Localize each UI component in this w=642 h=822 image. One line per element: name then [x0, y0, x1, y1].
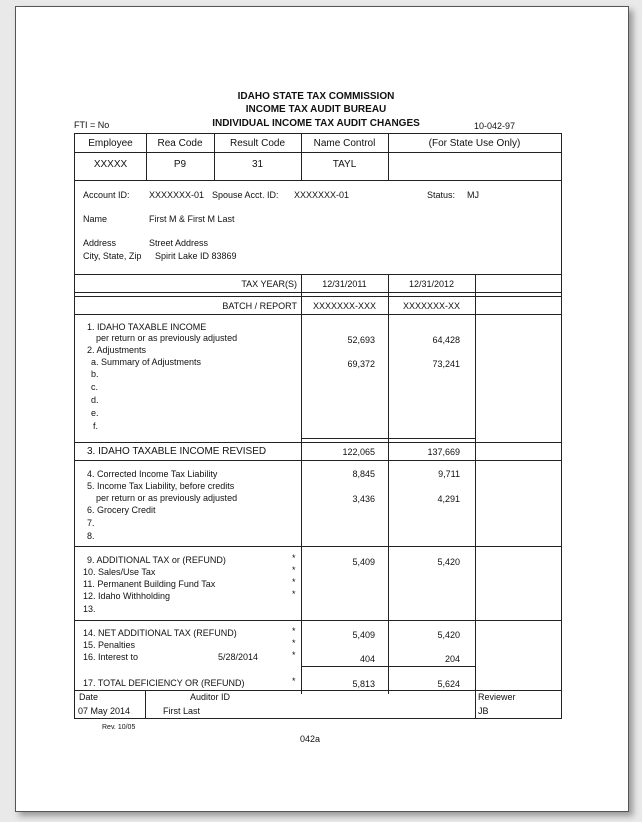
batch-report-label: BATCH / REPORT [222, 301, 297, 311]
line-2a-year1: 69,372 [347, 359, 375, 369]
line-11-asterisk: * [292, 577, 296, 587]
line-3-year2: 137,669 [427, 447, 460, 457]
line-2b-label: b. [91, 369, 99, 379]
line-3-label: 3. IDAHO TAXABLE INCOME REVISED [87, 446, 267, 457]
form-frame [74, 133, 562, 719]
col-employee: Employee [88, 138, 133, 149]
name-control-value: TAYL [332, 159, 357, 170]
col-state-use: (For State Use Only) [428, 138, 521, 149]
line-5-label: 5. Income Tax Liability, before credits [87, 481, 235, 491]
date-label: Date [79, 692, 99, 702]
tax-year-label: TAX YEAR(S) [241, 279, 297, 289]
interest-date: 5/28/2014 [218, 652, 259, 662]
line-4-label: 4. Corrected Income Tax Liability [87, 469, 218, 479]
line-13-label: 13. [83, 604, 96, 614]
header-form-title: INDIVIDUAL INCOME TAX AUDIT CHANGES [212, 118, 420, 129]
line-10-asterisk: * [292, 565, 296, 575]
address-label: Address [83, 238, 117, 248]
rea-code-value: P9 [173, 159, 187, 170]
city-value: Spirit Lake ID 83869 [155, 251, 237, 261]
tax-year-2: 12/31/2012 [408, 279, 455, 289]
line-14-year1: 5,409 [352, 630, 375, 640]
reviewer-value: JB [478, 706, 489, 716]
line-17-label: 17. TOTAL DEFICIENCY OR (REFUND) [83, 678, 245, 688]
line-2e-label: e. [91, 408, 99, 418]
line-2f-label: f. [93, 421, 99, 431]
line-16-year1: 404 [359, 654, 375, 664]
address-value: Street Address [149, 238, 209, 248]
city-label: City, State, Zip [83, 251, 142, 261]
line-10-label: 10. Sales/Use Tax [83, 567, 156, 577]
revision-note: Rev. 10/05 [102, 724, 136, 731]
line-5-year2: 4,291 [437, 494, 460, 504]
line-17-year2: 5,624 [437, 679, 460, 689]
auditor-id-label: Auditor ID [190, 692, 231, 702]
form-page [15, 6, 629, 812]
line-14-label: 14. NET ADDITIONAL TAX (REFUND) [83, 628, 237, 638]
spouse-acct-value: XXXXXXX-01 [294, 190, 350, 200]
line-2c-label: c. [91, 382, 99, 392]
employee-value: XXXXX [93, 159, 128, 170]
line-1-label: 1. IDAHO TAXABLE INCOME [87, 322, 207, 332]
account-id-value: XXXXXXX-01 [149, 190, 205, 200]
line-2a-year2: 73,241 [432, 359, 460, 369]
auditor-id-value: First Last [163, 706, 201, 716]
line-9-label: 9. ADDITIONAL TAX or (REFUND) [87, 555, 226, 565]
page-code: 042a [300, 734, 321, 744]
batch-2: XXXXXXX-XX [402, 301, 461, 311]
line-15-label: 15. Penalties [83, 640, 136, 650]
line-14-year2: 5,420 [437, 630, 460, 640]
line-17-asterisk: * [292, 676, 296, 686]
line-2a-label: a. Summary of Adjustments [91, 357, 202, 367]
account-id-label: Account ID: [83, 190, 130, 200]
line-9-year1: 5,409 [352, 557, 375, 567]
line-5-year1: 3,436 [352, 494, 375, 504]
line-1-year1: 52,693 [347, 335, 375, 345]
fti-indicator: FTI = No [74, 120, 110, 130]
line-16-asterisk: * [292, 650, 296, 660]
col-name-control: Name Control [313, 138, 376, 149]
line-9-year2: 5,420 [437, 557, 460, 567]
form-code: 10-042-97 [474, 121, 516, 131]
line-11-label: 11. Permanent Building Fund Tax [83, 579, 216, 589]
line-16-label: 16. Interest to [83, 652, 139, 662]
line-2d-label: d. [91, 395, 99, 405]
line-4-year1: 8,845 [352, 469, 375, 479]
line-12-label: 12. Idaho Withholding [83, 591, 171, 601]
status-label: Status: [427, 190, 456, 200]
col-result-code: Result Code [229, 138, 286, 149]
line-1-year2: 64,428 [432, 335, 460, 345]
status-value: MJ [467, 190, 479, 200]
line-12-asterisk: * [292, 589, 296, 599]
line-6-label: 6. Grocery Credit [87, 505, 156, 515]
line-2-label: 2. Adjustments [87, 345, 147, 355]
batch-1: XXXXXXX-XXX [312, 301, 377, 311]
name-label: Name [83, 214, 108, 224]
col-rea-code: Rea Code [157, 138, 203, 149]
line-15-asterisk: * [292, 638, 296, 648]
line-7-label: 7. [87, 518, 95, 528]
line-5-sublabel: per return or as previously adjusted [96, 493, 238, 503]
header-agency: IDAHO STATE TAX COMMISSION [237, 91, 395, 102]
line-14-asterisk: * [292, 626, 296, 636]
line-8-label: 8. [87, 531, 95, 541]
line-4-year2: 9,711 [438, 469, 460, 479]
line-16-year2: 204 [444, 654, 460, 664]
reviewer-label: Reviewer [478, 692, 516, 702]
line-9-asterisk: * [292, 553, 296, 563]
line-1-sublabel: per return or as previously adjusted [96, 333, 238, 343]
header-bureau: INCOME TAX AUDIT BUREAU [245, 104, 387, 115]
line-3-year1: 122,065 [342, 447, 375, 457]
name-value: First M & First M Last [149, 214, 235, 224]
spouse-acct-label: Spouse Acct. ID: [212, 190, 279, 200]
line-17-year1: 5,813 [352, 679, 375, 689]
tax-year-1: 12/31/2011 [322, 279, 367, 289]
date-value: 07 May 2014 [78, 706, 131, 716]
result-code-value: 31 [251, 159, 264, 170]
